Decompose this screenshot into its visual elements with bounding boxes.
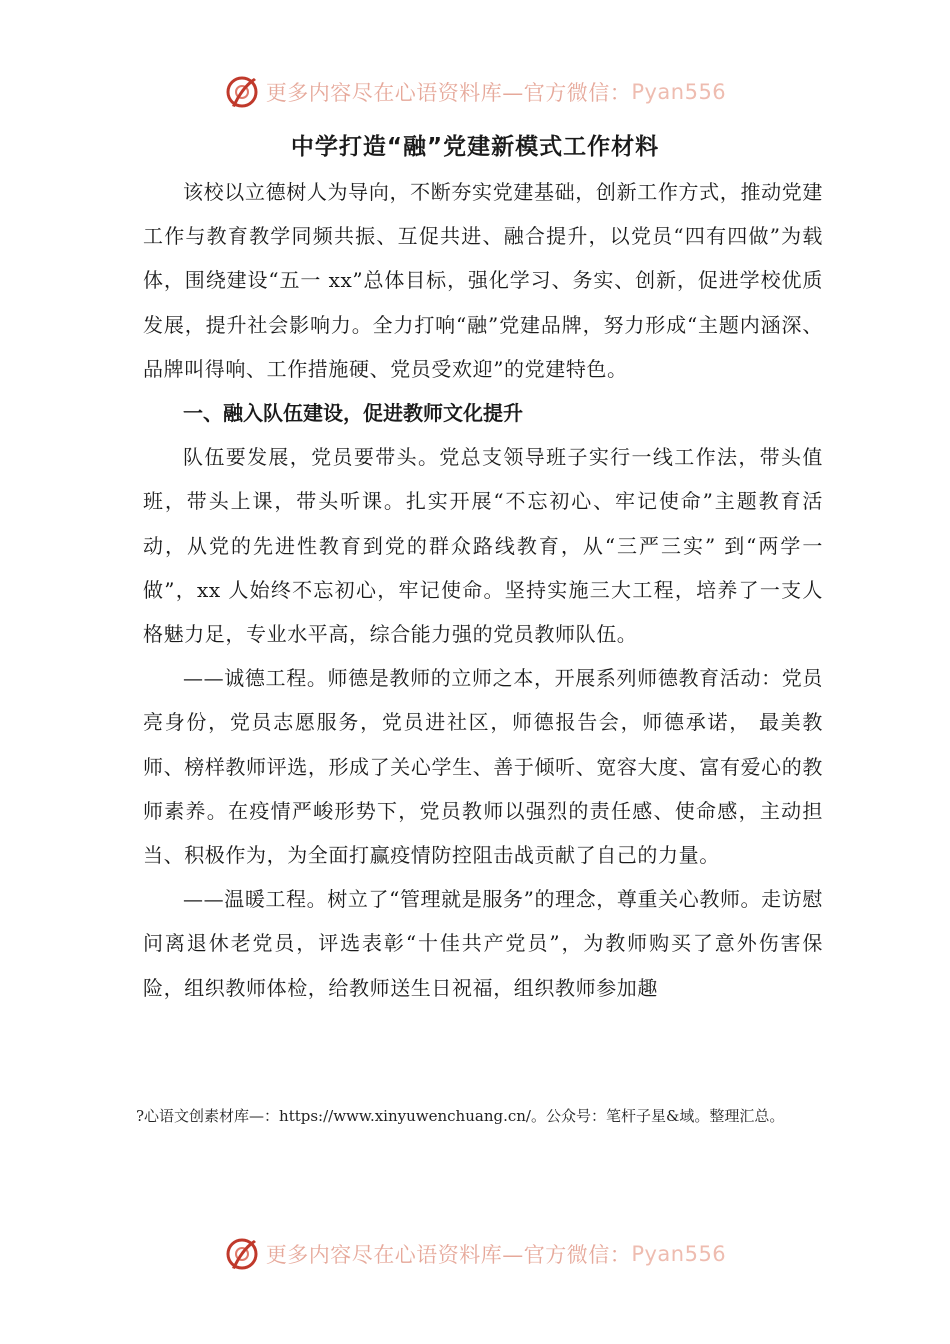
document-body — [143, 170, 823, 1010]
section1-paragraph-1: 队伍要发展，党员要带头。党总支领导班子实行一线工作法，带头值班，带头上课，带头听课。扎实开展“不忘初心、牢记使命”主题教育活动，从党的先进性教育到党的群众路线教育，从“三严三实” 到“两学一做”，xx 人始终不忘初心，牢记使命。坚持实施三大工程，培养了一支人格魅力足，专业水平高，综合能力强的党员教师队伍。 — [143, 445, 823, 647]
watermark-text: 更多内容尽在心语资料库—官方微信： — [265, 1243, 632, 1267]
quill-logo-icon — [224, 1236, 260, 1272]
watermark-banner-inner — [224, 1236, 726, 1272]
section1-paragraph-2: ——诚德工程。师德是教师的立师之本，开展系列师德教育活动：党员亮身份，党员志愿服务，党员进社区，师德报告会，师德承诺， 最美教师、榜样教师评选，形成了关心学生、善于倾听、宽容大度、富有爱心的教师素养。在疫情严峻形势下，党员教师以强烈的责任感、使命感，主动担当、积极作为，为全面打赢疫情防控阻击战贡献了自己的力量。 — [143, 666, 823, 868]
document-title: 中学打造“融”党建新模式工作材料 — [290, 134, 660, 160]
watermark-banner-inner — [224, 74, 726, 110]
watermark-text: 更多内容尽在心语资料库—官方微信： — [265, 81, 632, 105]
watermark-banner-bottom — [0, 1232, 950, 1276]
section-heading-1: 一、融入队伍建设，促进教师文化提升 — [183, 401, 523, 426]
quill-logo-icon — [224, 74, 260, 110]
watermark-wechat-id: Pyan556 — [631, 80, 727, 104]
watermark-wechat-id: Pyan556 — [631, 1242, 727, 1266]
watermark-banner-top — [0, 70, 950, 114]
source-footnote: ?心语文创素材库—：https://www.xinyuwenchuang.cn/。公众号：笔杆子星&域。整理汇总。 — [136, 1107, 785, 1125]
section1-paragraph-3: ——温暖工程。树立了“管理就是服务”的理念，尊重关心教师。走访慰问离退休老党员，评选表彰“十佳共产党员”，为教师购买了意外伤害保险，组织教师体检，给教师送生日祝福，组织教师参加趣 — [143, 887, 823, 1000]
intro-paragraph: 该校以立德树人为导向，不断夯实党建基础，创新工作方式，推动党建工作与教育教学同频共振、互促共进、融合提升，以党员“四有四做”为载体，围绕建设“五一 xx”总体目标，强化学习、务实、创新，促进学校优质发展，提升社会影响力。全力打响“融”党建品牌，努力形成“主题内涵深、品牌叫得响、工作措施硬、党员受欢迎”的党建特色。 — [143, 180, 823, 381]
